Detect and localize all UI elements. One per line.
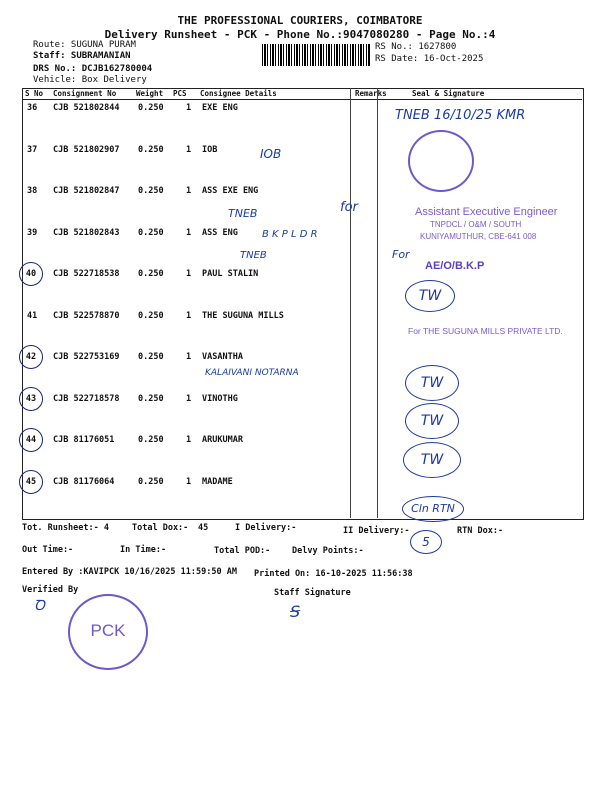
verifier-signature-icon: Ꝺ xyxy=(34,598,45,614)
consignee-name: VASANTHA xyxy=(202,352,243,362)
staff-signature-mark: Ꞩ xyxy=(290,602,301,621)
company-title: THE PROFESSIONAL COURIERS, COIMBATORE xyxy=(177,14,423,27)
table-row xyxy=(22,142,582,182)
weight: 0.250 xyxy=(138,435,164,445)
table-row xyxy=(22,349,582,389)
weight: 0.250 xyxy=(138,144,164,155)
pcs: 1 xyxy=(186,269,192,279)
col-remarks: Remarks xyxy=(355,89,387,98)
seal-aee-line3: KUNIYAMUTHUR, CBE-641 008 xyxy=(420,232,537,241)
pcs: 1 xyxy=(186,476,192,487)
rtn-dox: RTN Dox:- xyxy=(457,526,504,536)
serial-number: 41 xyxy=(27,310,38,321)
col-weight: Weight xyxy=(136,89,164,98)
table-row xyxy=(22,474,582,514)
total-dox-label: Total Dox:- xyxy=(132,523,189,533)
col-seal: Seal & Signature xyxy=(412,89,485,98)
consignee-name: VINOTHG xyxy=(202,393,238,404)
handwritten-note: KALAIVANI NOTARNA xyxy=(205,368,299,378)
barcode xyxy=(262,44,370,66)
consignee-name: THE SUGUNA MILLS xyxy=(202,310,284,321)
pcs: 1 xyxy=(186,435,192,445)
handwritten-signature: For xyxy=(392,248,410,261)
weight: 0.250 xyxy=(138,269,164,279)
serial-number: 44 xyxy=(19,428,43,452)
i-delivery: I Delivery:- xyxy=(235,523,297,533)
pck-stamp xyxy=(68,594,148,670)
printed-on: Printed On: 16-10-2025 11:56:38 xyxy=(254,569,413,579)
weight: 0.250 xyxy=(138,310,164,321)
out-time: Out Time:- xyxy=(22,545,74,555)
serial-number: 45 xyxy=(19,470,43,494)
pcs: 1 xyxy=(186,186,192,196)
weight: 0.250 xyxy=(138,103,164,113)
handwritten-initials: TW xyxy=(405,403,459,439)
pcs: 1 xyxy=(186,310,192,321)
consignee-name: IOB xyxy=(202,144,218,155)
consignee-name: ASS ENG xyxy=(202,227,238,238)
consignee-name: PAUL STALIN xyxy=(202,269,259,279)
handwritten-note: TNEB xyxy=(240,250,267,261)
pcs: 1 xyxy=(186,103,192,113)
table-row xyxy=(22,432,582,472)
pcs: 1 xyxy=(186,352,192,362)
pcs: 1 xyxy=(186,227,192,238)
serial-number: 38 xyxy=(27,186,38,196)
col-sno: S No xyxy=(25,89,44,98)
seal-suguna: For THE SUGUNA MILLS PRIVATE LTD. xyxy=(408,326,563,336)
col-consignee: Consignee Details xyxy=(200,89,277,98)
col-consignment: Consignment No xyxy=(53,89,117,98)
handwritten-note: TNEB xyxy=(228,207,258,220)
rs-date: RS Date: 16-Oct-2025 xyxy=(375,54,484,64)
consignment-number: CJB 521802843 xyxy=(53,227,120,238)
consignee-name: ASS EXE ENG xyxy=(202,186,259,196)
table-row xyxy=(22,391,582,431)
round-seal xyxy=(408,130,474,192)
ii-delivery: II Delivery:- xyxy=(343,526,410,536)
consignee-name: ARUKUMAR xyxy=(202,435,243,445)
consignee-name: MADAME xyxy=(202,476,233,487)
consignment-number: CJB 81176051 xyxy=(53,435,115,445)
verified-by: Verified By xyxy=(22,585,79,595)
consignee-name: EXE ENG xyxy=(202,103,238,113)
vehicle: Vehicle: Box Delivery xyxy=(33,75,147,85)
total-runsheet: Tot. Runsheet:- 4 xyxy=(22,523,109,533)
weight: 0.250 xyxy=(138,476,164,487)
serial-number: 36 xyxy=(27,103,38,113)
weight: 0.250 xyxy=(138,393,164,404)
total-pod: Total POD:- xyxy=(214,546,271,556)
handwritten-note: IOB xyxy=(260,147,282,161)
handwritten-initials: TW xyxy=(405,280,455,312)
route: Route: SUGUNA PURAM xyxy=(33,40,136,50)
serial-number: 42 xyxy=(19,345,43,369)
table-row xyxy=(22,266,582,306)
handwritten-signature: for xyxy=(340,200,358,215)
serial-number: 39 xyxy=(27,227,38,238)
seal-aee-line1: Assistant Executive Engineer xyxy=(415,206,558,218)
consignment-number: CJB 522578870 xyxy=(53,310,120,321)
serial-number: 40 xyxy=(19,262,43,286)
circled-count: 5 xyxy=(410,530,442,554)
handwritten-signature: TNEB 16/10/25 KMR xyxy=(395,108,526,123)
pcs: 1 xyxy=(186,393,192,404)
col-pcs: PCS xyxy=(173,89,187,98)
staff-signature: Staff Signature xyxy=(274,588,351,598)
serial-number: 37 xyxy=(27,144,38,155)
pcs: 1 xyxy=(186,144,192,155)
handwritten-signature: Cln RTN xyxy=(402,496,464,522)
rs-number: RS No.: 1627800 xyxy=(375,42,457,52)
delvy-points: Delvy Points:- xyxy=(292,546,364,556)
consignment-number: CJB 522753169 xyxy=(53,352,120,362)
pck-stamp-text: PCK xyxy=(90,621,126,640)
total-dox-value: 45 xyxy=(198,523,209,533)
consignment-number: CJB 521802847 xyxy=(53,186,120,196)
handwritten-initials: TW xyxy=(403,442,461,478)
weight: 0.250 xyxy=(138,352,164,362)
table-header xyxy=(22,88,582,100)
entered-by: Entered By :KAVIPCK 10/16/2025 11:59:50 AM xyxy=(22,567,237,577)
staff: Staff: SUBRAMANIAN xyxy=(33,51,131,61)
consignment-number: CJB 522718578 xyxy=(53,393,120,404)
seal-bkp: AE/O/B.K.P xyxy=(425,260,485,272)
weight: 0.250 xyxy=(138,186,164,196)
in-time: In Time:- xyxy=(120,545,167,555)
consignment-number: CJB 81176064 xyxy=(53,476,115,487)
handwritten-note: B K P L D R xyxy=(262,229,318,240)
consignment-number: CJB 521802844 xyxy=(53,103,120,113)
drs-number: DRS No.: DCJB162780004 xyxy=(33,64,153,74)
serial-number: 43 xyxy=(19,387,43,411)
consignment-number: CJB 521802907 xyxy=(53,144,120,155)
handwritten-initials: TW xyxy=(405,365,459,401)
weight: 0.250 xyxy=(138,227,164,238)
consignment-number: CJB 522718538 xyxy=(53,269,120,279)
seal-aee-line2: TNPDCL / O&M / SOUTH xyxy=(430,220,522,229)
runsheet-title: Delivery Runsheet - PCK - Phone No.:9047080280 - Page No.:4 xyxy=(104,28,496,41)
